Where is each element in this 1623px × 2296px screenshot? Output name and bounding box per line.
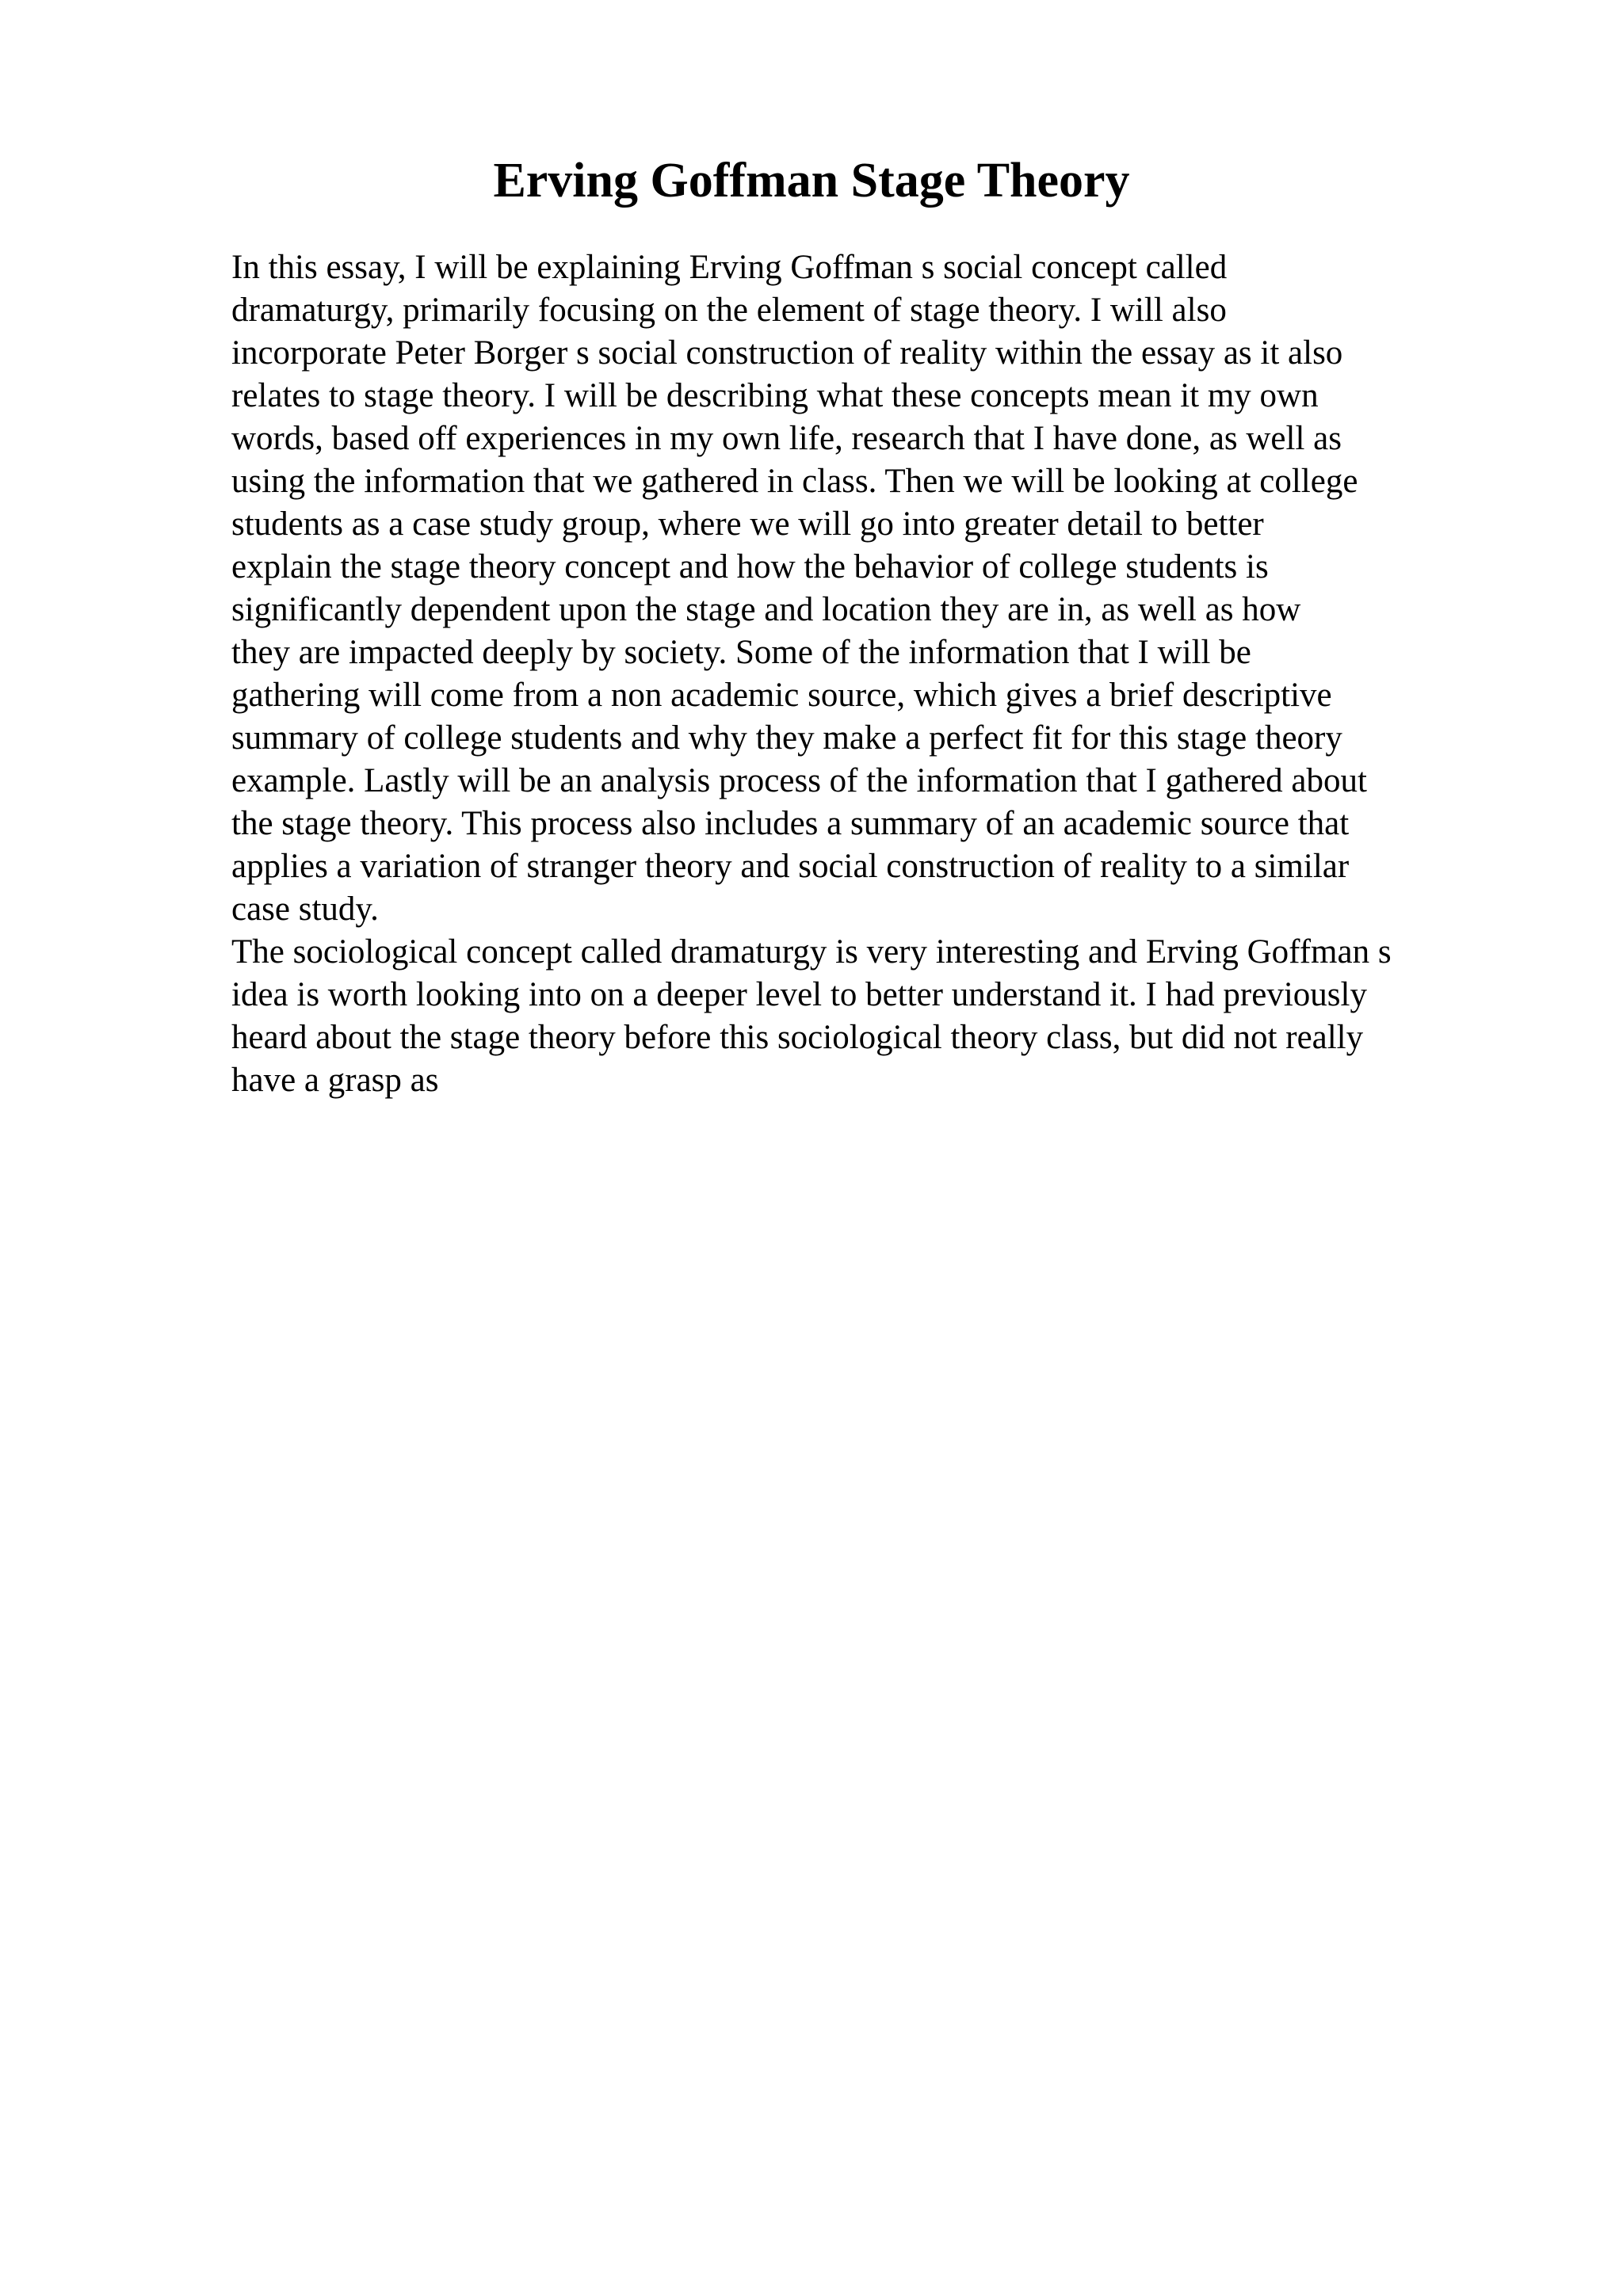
document-title: Erving Goffman Stage Theory	[493, 154, 1130, 208]
body-line: gathering will come from a non academic source, which gives a brief descriptive	[231, 677, 1332, 714]
body-line: example. Lastly will be an analysis process of the information that I gathered about	[231, 762, 1367, 799]
document-body	[231, 246, 1515, 1102]
body-line: summary of college students and why they make a perfect fit for this stage theory	[231, 719, 1342, 757]
body-line: explain the stage theory concept and how the behavior of college students is	[231, 548, 1269, 585]
body-line: students as a case study group, where we will go into greater detail to better	[231, 505, 1264, 543]
body-line: words, based off experiences in my own life, research that I have done, as well as	[231, 420, 1342, 457]
body-line: dramaturgy, primarily focusing on the element of stage theory. I will also	[231, 292, 1227, 329]
body-line: idea is worth looking into on a deeper level to better understand it. I had previously	[231, 976, 1367, 1013]
body-line: The sociological concept called dramaturgy is very interesting and Erving Goffman s	[231, 933, 1392, 971]
body-line: they are impacted deeply by society. Some of the information that I will be	[231, 634, 1251, 671]
body-line: case study.	[231, 891, 379, 928]
body-line: relates to stage theory. I will be describing what these concepts mean it my own	[231, 377, 1319, 414]
body-line: have a grasp as	[231, 1062, 439, 1099]
body-line: In this essay, I will be explaining Erving Goffman s social concept called	[231, 249, 1228, 286]
body-line: heard about the stage theory before this sociological theory class, but did not really	[231, 1019, 1364, 1056]
body-line: incorporate Peter Borger s social construction of reality within the essay as it also	[231, 334, 1343, 372]
body-line: using the information that we gathered in class. Then we will be looking at college	[231, 463, 1358, 500]
body-line: applies a variation of stranger theory and social construction of reality to a similar	[231, 848, 1350, 885]
body-line: the stage theory. This process also includes a summary of an academic source that	[231, 805, 1350, 842]
body-line: significantly dependent upon the stage and location they are in, as well as how	[231, 591, 1301, 628]
